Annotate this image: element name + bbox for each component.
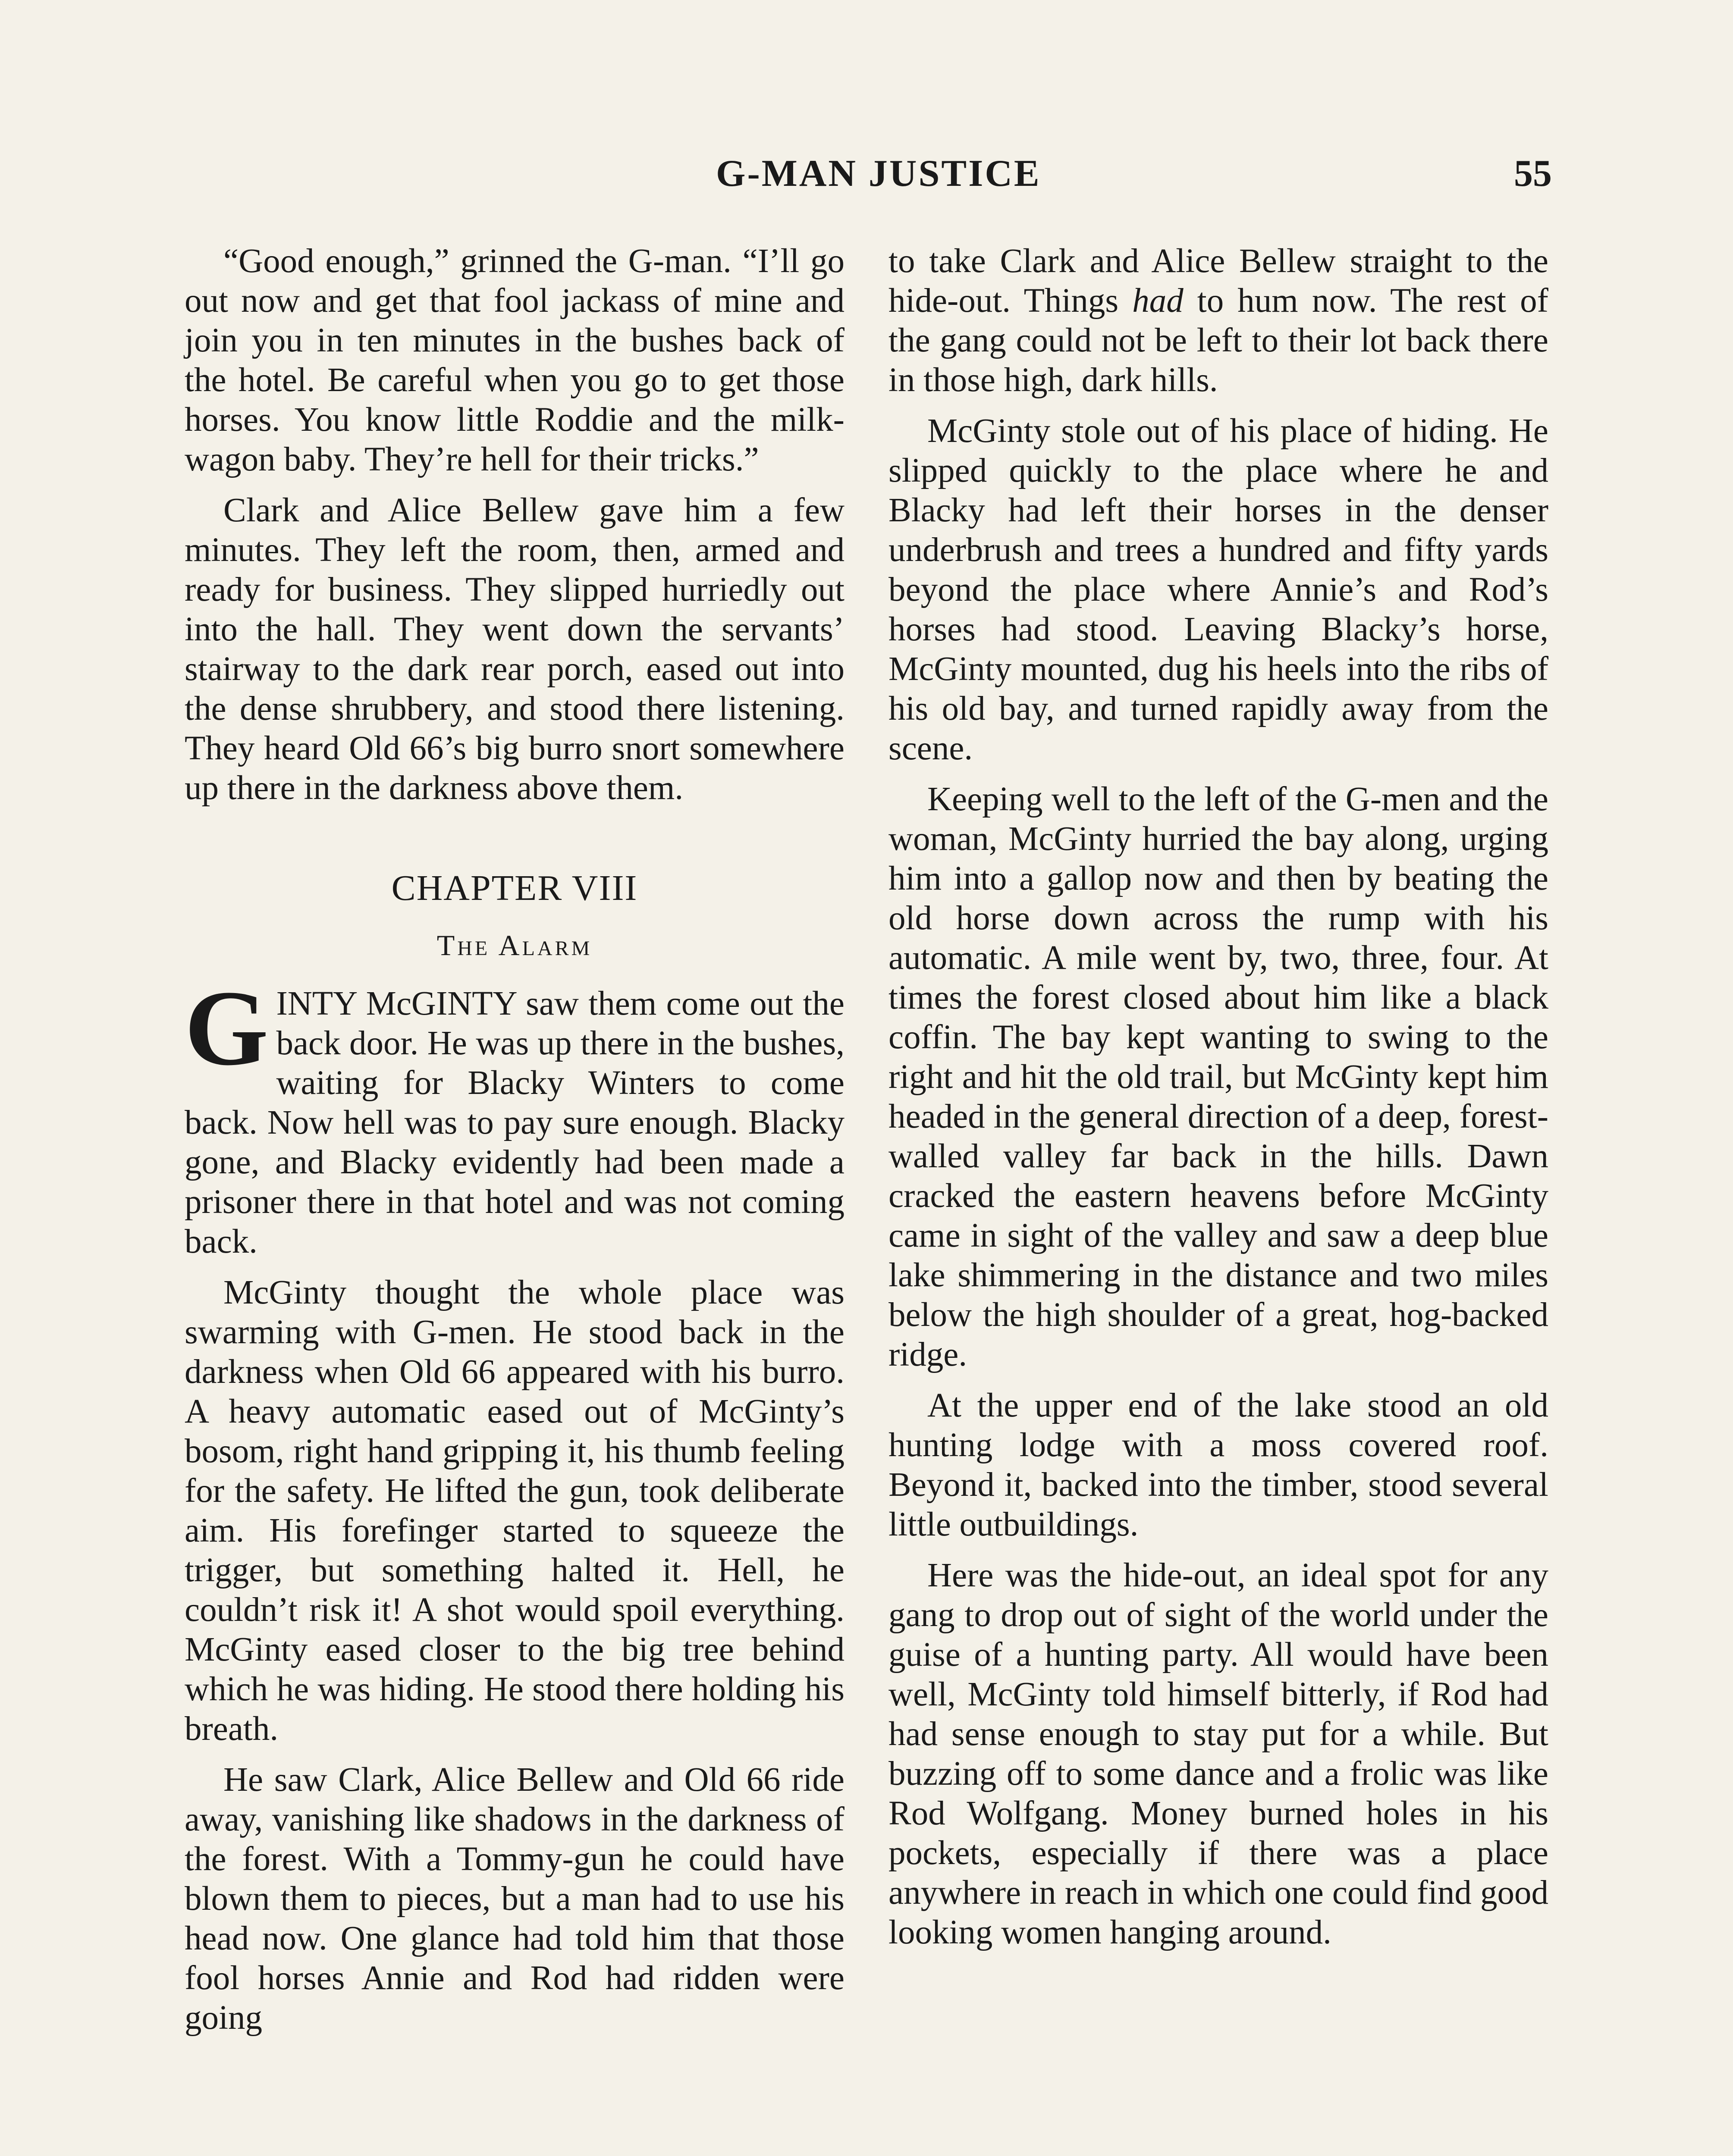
left-column (185, 241, 845, 2049)
paragraph: He saw Clark, Alice Bellew and Old 66 ride away, vanishing like shadows in the darkness of the forest. With a Tommy-gun he could have blown them to pieces, but a man had to use his head now. One glance had told him that those fool horses Annie and Rod had ridden were going (185, 1761, 845, 2037)
chapter-opening-paragraph (185, 968, 845, 1262)
chapter-title: CHAPTER VIII (391, 868, 638, 908)
page-number: 55 (1514, 153, 1552, 194)
chapter-subtitle: The Alarm (436, 929, 593, 962)
paragraph-text: to take Clark and Alice Bellew straight to the hide-out. Things (888, 242, 1548, 320)
right-column (888, 241, 1548, 1964)
paragraph: McGinty thought the whole place was swarming with G-men. He stood back in the darkness when Old 66 appeared with his burro. A heavy automatic eased out of McGinty’s bosom, right hand gripping it, his thumb feeling for the safety. He lifted the gun, took deliberate aim. His forefinger started to squeeze the trigger, but something halted it. Hell, he couldn’t risk it! A shot would spoil everything. McGinty eased closer to the big tree behind which he was hiding. He stood there holding his breath. (185, 1274, 845, 1748)
paragraph: Clark and Alice Bellew gave him a few minutes. They left the room, then, armed and ready for business. They slipped hurriedly out into the hall. They went down the servants’ stairway to the dark rear porch, eased out into the dense shrubbery, and stood there listening. They heard Old 66’s big burro snort somewhere up there in the darkness above them. (185, 492, 845, 807)
italic-word: had (1132, 282, 1184, 320)
drop-cap: G (185, 968, 269, 1088)
paragraph: At the upper end of the lake stood an old hunting lodge with a moss covered roof. Beyond it, backed into the timber, stood several little outbuildings. (888, 1387, 1548, 1543)
paragraph-text: to hum now. The rest of the gang could not be left to their lot back there in those high, dark hills. (888, 282, 1548, 399)
paragraph-text: INTY McGINTY saw them come out the back door. He was up there in the bushes, waiting for Blacky Winters to come back. Now hell was to pay sure enough. Blacky gone, and Blacky evidently had been made a prisoner there in that hotel and was not coming back. (185, 985, 845, 1260)
paragraph: Keeping well to the left of the G-men and the woman, McGinty hurried the bay along, urging him into a gallop now and then by beating the old horse down across the rump with his automatic. A mile went by, two, three, four. At times the forest closed about him like a black coffin. The bay kept wanting to swing to the right and hit the old trail, but McGinty kept him headed in the general direction of a deep, forest-walled valley far back in the hills. Dawn cracked the eastern heavens before McGinty came in sight of the valley and saw a deep blue lake shimmering in the distance and two miles below the high shoulder of a great, hog-backed ridge. (888, 780, 1548, 1373)
paragraph: McGinty stole out of his place of hiding. He slipped quickly to the place where he and Blacky had left their horses in the denser underbrush and trees a hundred and fifty yards beyond the place where Annie’s and Rod’s horses had stood. Leaving Blacky’s horse, McGinty mounted, dug his heels into the ribs of his old bay, and turned rapidly away from the scene. (888, 412, 1548, 767)
paragraph: “Good enough,” grinned the G-man. “I’ll go out now and get that fool jackass of mine and join you in ten minutes in the bushes back of the hotel. Be careful when you go to get those horses. You know little Roddie and the milk-wagon baby. They’re hell for their tricks.” (185, 242, 845, 478)
running-header-title: G-MAN JUSTICE (716, 153, 1041, 194)
paragraph: Here was the hide-out, an ideal spot for any gang to drop out of sight of the world under the guise of a hunting party. All would have been well, McGinty told himself bitterly, if Rod had had sense enough to stay put for a while. But buzzing off to some dance and a frolic was like Rod Wolfgang. Money burned holes in his pockets, especially if there was a place anywhere in reach in which one could find good looking women hanging around. (888, 1557, 1548, 1951)
paragraph (888, 241, 1548, 400)
